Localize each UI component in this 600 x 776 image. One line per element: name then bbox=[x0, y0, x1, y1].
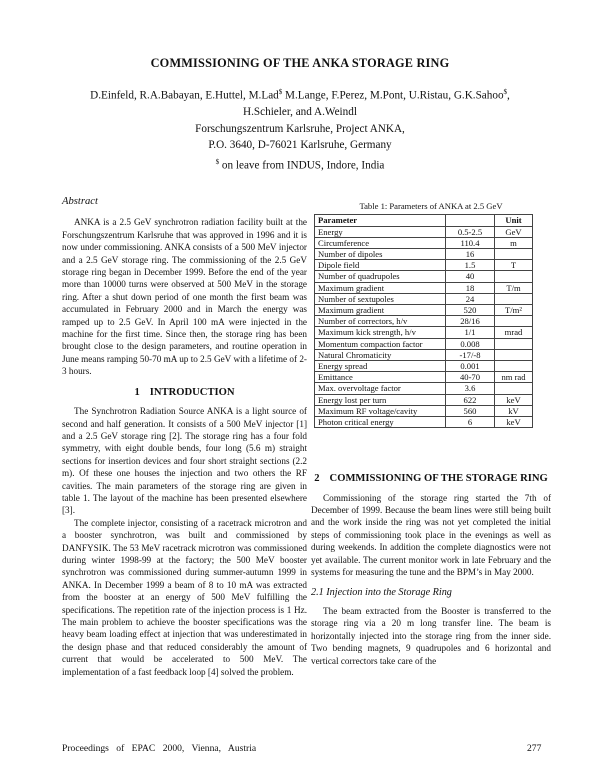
table-cell: Maximum RF voltage/cavity bbox=[315, 405, 446, 416]
section-2-heading: 2 COMMISSIONING OF THE STORAGE RING bbox=[314, 473, 548, 485]
section-1-paragraph-2: The complete injector, consisting of a racetrack microtron and a booster synchrotron, was built and commissioned by DANFYSIK. The 53 MeV racetrack microtron was commissioned during winter 1998-99 at the factory; the 500 MeV booster synchrotron was commissioned during summer-autumn 1999 in ANKA. In December 1999 a beam of 8 to 10 mA was extracted from the booster at an energy of 500 MeV fulfilling the specifications. The repetition rate of the injection process is 1 Hz. The main problem to achieve the booster specifications was the heavy beam loading effect at injection that was underestimated in the design phase and that reduced considerably the amount of current that would be accelerated to 500 MeV. The implementation of a fast feedback loop [4] solved the problem. bbox=[62, 517, 307, 677]
table-cell: 18 bbox=[446, 282, 495, 293]
section-1-paragraph-1: The Synchrotron Radiation Source ANKA is a light source of second and half generation. It consists of a 500 MeV injector [1] and a 2.5 GeV storage ring [2]. The storage ring has a four fold symmetry, with eight double bends, four long (5.6 m) straight sections for insertion devices and four short straight sections (2.2 m). Of these one houses the injection and two others the RF cavities. The main parameters of the storage ring are given in table 1. The layout of the machine has been presented elsewhere [3]. bbox=[62, 406, 307, 516]
author-block bbox=[70, 84, 530, 174]
table-cell: mrad bbox=[495, 327, 533, 338]
table-cell: 560 bbox=[446, 405, 495, 416]
table-cell bbox=[495, 338, 533, 349]
author-line-2: H.Schieler, and A.Weindl bbox=[243, 106, 357, 119]
table-row bbox=[315, 249, 533, 260]
affiliation-1: Forschungszentrum Karlsruhe, Project ANKA, bbox=[195, 122, 405, 135]
table-cell: Number of sextupoles bbox=[315, 293, 446, 304]
table-cell: 40-70 bbox=[446, 372, 495, 383]
table-cell: 1.5 bbox=[446, 260, 495, 271]
table-cell: 622 bbox=[446, 394, 495, 405]
table-cell bbox=[495, 316, 533, 327]
table-cell: T/m² bbox=[495, 305, 533, 316]
table-cell: Natural Chromaticity bbox=[315, 349, 446, 360]
table-row bbox=[315, 271, 533, 282]
table-cell: Emittance bbox=[315, 372, 446, 383]
table-cell: Dipole field bbox=[315, 260, 446, 271]
table-row bbox=[315, 293, 533, 304]
table-cell: Maximum kick strength, h/v bbox=[315, 327, 446, 338]
table-cell: 1/1 bbox=[446, 327, 495, 338]
table-cell bbox=[495, 249, 533, 260]
table-cell: Photon critical energy bbox=[315, 417, 446, 428]
table-cell: GeV bbox=[495, 226, 533, 237]
table-row bbox=[315, 361, 533, 372]
table-cell bbox=[495, 383, 533, 394]
table-cell: keV bbox=[495, 417, 533, 428]
table-row bbox=[315, 316, 533, 327]
paper-title: COMMISSIONING OF THE ANKA STORAGE RING bbox=[150, 56, 450, 70]
footer-proceedings: Proceedings of EPAC 2000, Vienna, Austria bbox=[62, 743, 257, 754]
table-header-cell: Parameter bbox=[315, 215, 446, 226]
affiliation-3: $ on leave from INDUS, Indore, India bbox=[215, 157, 385, 172]
section-1-heading: 1 INTRODUCTION bbox=[134, 386, 235, 398]
page-number: 277 bbox=[527, 743, 542, 754]
table-cell bbox=[495, 293, 533, 304]
table-cell: 0.001 bbox=[446, 361, 495, 372]
table-cell: Number of dipoles bbox=[315, 249, 446, 260]
table-cell: 24 bbox=[446, 293, 495, 304]
right-column bbox=[311, 196, 551, 667]
table-cell: 0.5-2.5 bbox=[446, 226, 495, 237]
spacer bbox=[311, 428, 551, 464]
table-row bbox=[315, 282, 533, 293]
table-cell: 28/16 bbox=[446, 316, 495, 327]
table-cell: 6 bbox=[446, 417, 495, 428]
table-row bbox=[315, 327, 533, 338]
table-row bbox=[315, 383, 533, 394]
table-cell: Momentum compaction factor bbox=[315, 338, 446, 349]
table-cell: Energy bbox=[315, 226, 446, 237]
table-row bbox=[315, 338, 533, 349]
table-cell: 3.6 bbox=[446, 383, 495, 394]
table-cell: 520 bbox=[446, 305, 495, 316]
table-cell: 16 bbox=[446, 249, 495, 260]
parameters-table bbox=[314, 214, 533, 428]
table-row bbox=[315, 349, 533, 360]
table-header-row bbox=[315, 215, 533, 226]
table-header-cell bbox=[446, 215, 495, 226]
table-cell: Energy spread bbox=[315, 361, 446, 372]
table-cell: 0.008 bbox=[446, 338, 495, 349]
left-column bbox=[62, 196, 307, 678]
table-cell: Maximum gradient bbox=[315, 282, 446, 293]
affiliation-2: P.O. 3640, D-76021 Karlsruhe, Germany bbox=[208, 139, 392, 152]
table-row bbox=[315, 305, 533, 316]
table-cell: 40 bbox=[446, 271, 495, 282]
table-cell: Number of correctors, h/v bbox=[315, 316, 446, 327]
table-cell: T bbox=[495, 260, 533, 271]
section-2-paragraph-2: The beam extracted from the Booster is transferred to the storage ring via a 20 m long transfer line. The beam is horizontally injected into the storage ring from the inner side. Two bending magnets, 9 quadrupoles and 6 horizontal and vertical correctors take care of the bbox=[311, 605, 551, 666]
table-row bbox=[315, 226, 533, 237]
abstract-heading: Abstract bbox=[62, 196, 98, 207]
author-line-1: D.Einfeld, R.A.Babayan, E.Huttel, M.Lad$ M.Lange, F.Perez, M.Pont, U.Ristau, G.K.Sahoo$, bbox=[90, 88, 510, 102]
table-cell: kV bbox=[495, 405, 533, 416]
table-cell: Circumference bbox=[315, 237, 446, 248]
table-cell: Max. overvoltage factor bbox=[315, 383, 446, 394]
table-row bbox=[315, 405, 533, 416]
table-cell bbox=[495, 271, 533, 282]
abstract-text: ANKA is a 2.5 GeV synchrotron radiation facility built at the Forschungszentrum Karlsruhe that was approved in 1996 and it is now under commissioning. ANKA consists of a 500 MeV injector and a 2.5 GeV storage ring. The commissioning of the 2.5 GeV storage ring began in December 1999. Before the end of the year more than 10000 turns were observed at 500 MeV in the storage ring. After a shut down period of one month the first beam was accumulated in February 2000 and in March the energy was ramped up to 2.5 GeV. In April 100 mA were injected in the machine for the first time. Since then, the storage ring has been brought close to the design parameters, and routine operation in June means ramping 50-70 mA up to 2.5 GeV with a lifetime of 2-3 hours. bbox=[62, 217, 307, 377]
table-row bbox=[315, 394, 533, 405]
table-cell: nm rad bbox=[495, 372, 533, 383]
table-row bbox=[315, 417, 533, 428]
table-caption: Table 1: Parameters of ANKA at 2.5 GeV bbox=[359, 201, 503, 211]
table-cell: T/m bbox=[495, 282, 533, 293]
table-cell bbox=[495, 361, 533, 372]
table-header-cell: Unit bbox=[495, 215, 533, 226]
table-row bbox=[315, 372, 533, 383]
table-cell: -17/-8 bbox=[446, 349, 495, 360]
table-cell bbox=[495, 349, 533, 360]
table-cell: 110.4 bbox=[446, 237, 495, 248]
table-cell: Number of quadrupoles bbox=[315, 271, 446, 282]
subsection-2-1-heading: 2.1 Injection into the Storage Ring bbox=[311, 586, 452, 598]
table-cell: m bbox=[495, 237, 533, 248]
table-cell: keV bbox=[495, 394, 533, 405]
table-cell: Energy lost per turn bbox=[315, 394, 446, 405]
section-2-paragraph-1: Commissioning of the storage ring started the 7th of December of 1999. Because the beam lines were still being built and the work inside the ring was not yet completed the initial steps of commissioning took place in the evenings as well as during weekends. In addition the complete diagnostics were not yet available. The current monitor work in late February and the systems for measuring the tune and the BPM’s in May 2000. bbox=[311, 492, 551, 578]
table-cell: Maximum gradient bbox=[315, 305, 446, 316]
table-row bbox=[315, 260, 533, 271]
table-row bbox=[315, 237, 533, 248]
